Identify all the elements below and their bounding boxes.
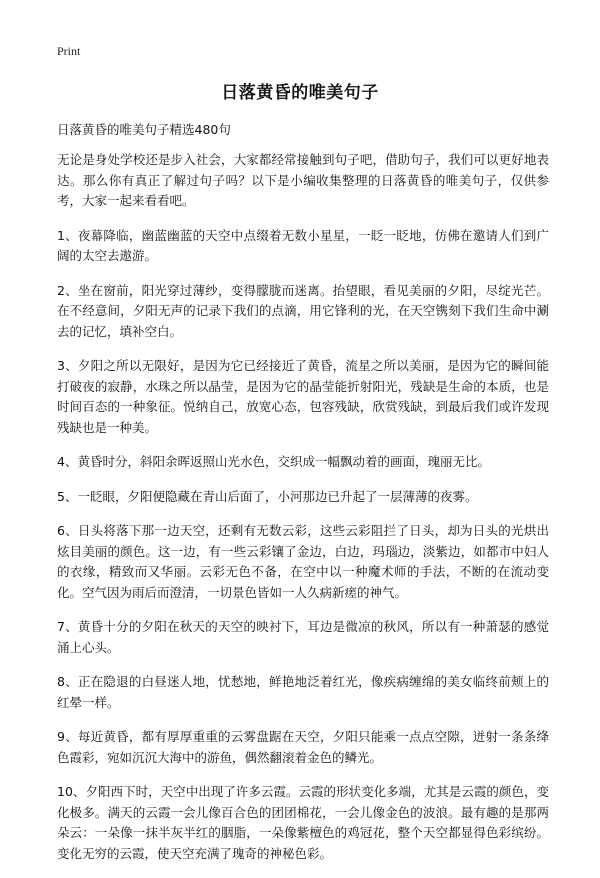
sentence-paragraph: 10、夕阳西下时，天空中出现了许多云霞。云霞的形状变化多端，尤其是云霞的颜色，变化极多。满天的云霞一会儿像百合色的团团棉花，一会儿像金色的波浪。最有趣的是那两朵云：一朵像一抹半灰半红的胭脂，一朵像紫檀色的鸡冠花，整个天空都显得色彩缤纷。变化无穷的云霞，使天空充满了瑰奇的神秘色彩。 (57, 784, 549, 861)
sentence-paragraph: 4、黄昏时分，斜阳余晖返照山光水色，交织成一幅飘动着的画面，瑰丽无比。 (57, 454, 490, 469)
print-link[interactable]: Print (57, 44, 81, 58)
sentence-paragraph: 9、每近黄昏，都有厚厚重重的云雾盘踞在天空，夕阳只能乘一点点空隙，迸射一条条绛色霞彩，宛如沉沉大海中的游鱼，偶然翻滚着金色的鳞光。 (57, 729, 549, 765)
sentence-paragraph: 7、黄昏十分的夕阳在秋天的天空的映衬下，耳边是微凉的秋风，所以有一种萧瑟的感觉涌上心头。 (57, 619, 549, 655)
page-subtitle: 日落黄昏的唯美句子精选480句 (57, 122, 231, 137)
article-body (57, 150, 549, 878)
page-title: 日落黄昏的唯美句子 (221, 83, 379, 103)
sentence-paragraph: 3、夕阳之所以无限好，是因为它已经接近了黄昏，流星之所以美丽，是因为它的瞬间能打破夜的寂静，水珠之所以晶莹，是因为它的晶莹能折射阳光，残缺是生命的本质，也是时间百态的一种象征。悦纳自己，放宽心态，包容残缺，欣赏残缺，到最后我们或许发现残缺也是一种美。 (57, 358, 549, 435)
sentence-paragraph: 2、坐在窗前，阳光穿过薄纱，变得朦胧而迷离。抬望眼，看见美丽的夕阳，尽绽光芒。在不经意间，夕阳无声的记录下我们的点滴，用它锋利的光，在天空镌刻下我们生命中涮去的记忆，填补空白。 (57, 282, 549, 339)
sentence-paragraph: 5、一眨眼，夕阳便隐藏在青山后面了，小河那边已升起了一层薄薄的夜雾。 (57, 488, 478, 504)
intro-paragraph: 无论是身处学校还是步入社会，大家都经常接触到句子吧，借助句子，我们可以更好地表达。那么你有真正了解过句子吗？以下是小编收集整理的日落黄昏的唯美句子，仅供参考，大家一起来看看吧。 (57, 152, 549, 208)
sentence-paragraph: 1、夜幕降临，幽蓝幽蓝的天空中点缀着无数小星星，一眨一眨地，仿佛在邀请人们到广阔的太空去遨游。 (57, 227, 549, 263)
sentence-paragraph: 6、日头将落下那一边天空，还剩有无数云彩，这些云彩阻拦了日头，却为日头的光烘出炫目美丽的颜色。这一边，有一些云彩镶了金边，白边，玛瑙边，淡紫边，如都市中妇人的衣缘，精致而又华丽。云彩无色不备，在空中以一种魔术师的手法，不断的在流动变化。空气因为雨后而澄清，一切景色皆如一人久病新瘥的神气。 (57, 523, 549, 600)
sentence-paragraph: 8、正在隐退的白昼迷人地，忧愁地，鲜艳地泛着红光，像疾病缠绵的美女临终前颊上的红晕一样。 (57, 674, 549, 710)
